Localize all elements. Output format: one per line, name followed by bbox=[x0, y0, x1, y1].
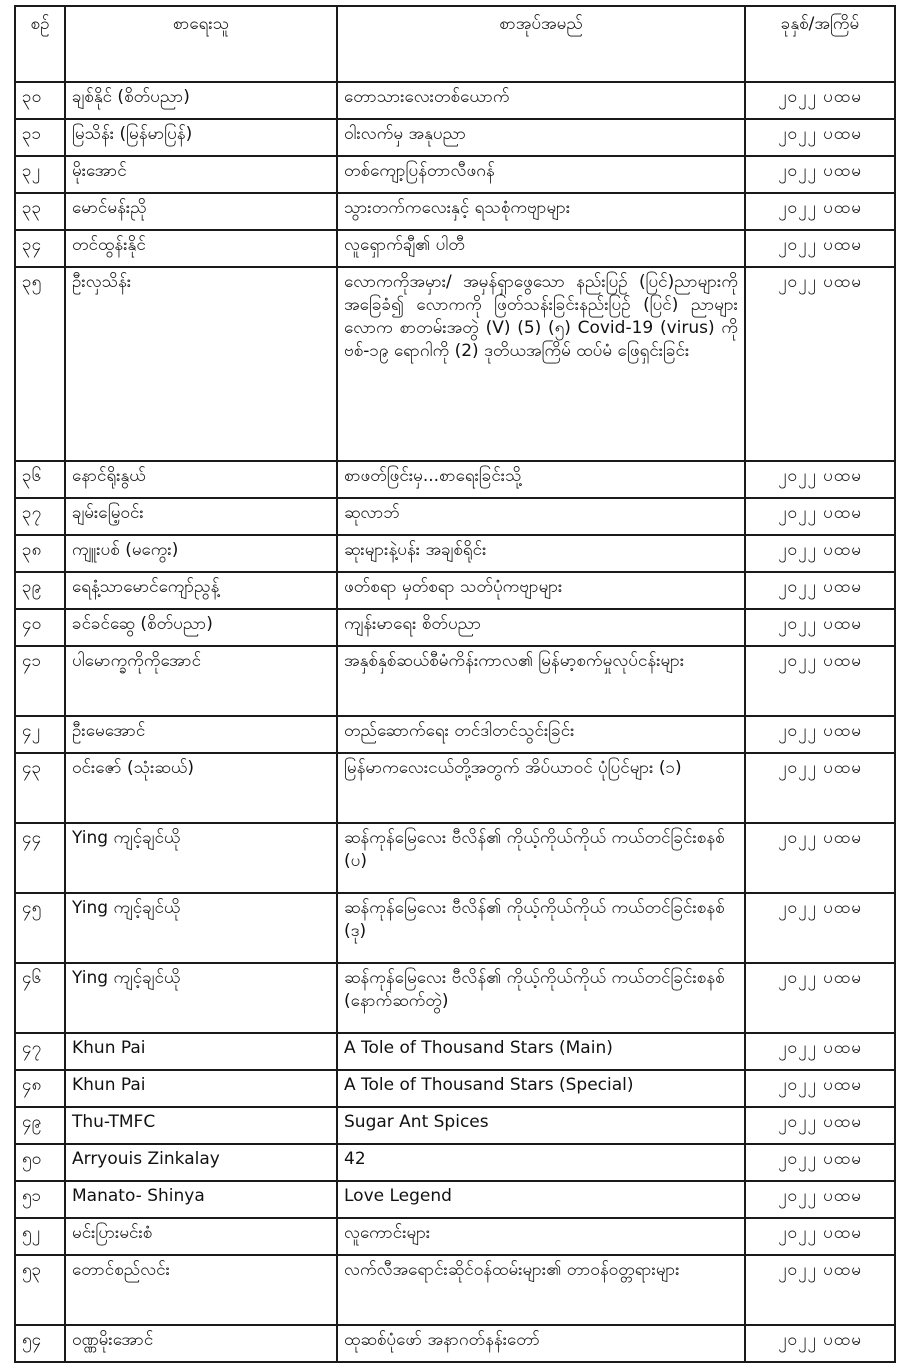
table-row bbox=[15, 1255, 895, 1325]
row-edition: ၂၀၂၂ ပထမ bbox=[745, 963, 895, 1033]
row-author: ချစ်နိုင် (စိတ်ပညာ) bbox=[65, 82, 337, 119]
row-author: Arryouis Zinkalay bbox=[65, 1144, 337, 1181]
row-number: ၄၈ bbox=[15, 1070, 65, 1107]
row-author: ခင်ခင်ဆွေ (စိတ်ပညာ) bbox=[65, 609, 337, 646]
row-edition: ၂၀၂၂ ပထမ bbox=[745, 461, 895, 498]
row-edition: ၂၀၂၂ ပထမ bbox=[745, 119, 895, 156]
table-header-row bbox=[15, 6, 895, 82]
row-title: စာဖတ်ဖြင်းမှ...စာရေးခြင်းသို့ bbox=[337, 461, 745, 498]
row-author: မြသိန်း (မြန်မာပြန်) bbox=[65, 119, 337, 156]
row-number: ၅၂ bbox=[15, 1218, 65, 1255]
row-number: ၄၉ bbox=[15, 1107, 65, 1144]
row-edition: ၂၀၂၂ ပထမ bbox=[745, 1325, 895, 1362]
row-edition: ၂၀၂၂ ပထမ bbox=[745, 1033, 895, 1070]
row-edition: ၂၀၂၂ ပထမ bbox=[745, 535, 895, 572]
table-row bbox=[15, 267, 895, 461]
row-author: Khun Pai bbox=[65, 1033, 337, 1070]
row-number: ၄၂ bbox=[15, 716, 65, 753]
row-number: ၃၀ bbox=[15, 82, 65, 119]
row-edition: ၂၀၂၂ ပထမ bbox=[745, 1255, 895, 1325]
table-row bbox=[15, 498, 895, 535]
table-row bbox=[15, 963, 895, 1033]
row-title: 42 bbox=[337, 1144, 745, 1181]
row-author: Manato- Shinya bbox=[65, 1181, 337, 1218]
row-author: Ying ကျင့်ချင်ယို bbox=[65, 893, 337, 963]
row-number: ၅၀ bbox=[15, 1144, 65, 1181]
row-title: တစ်ကျော့ပြန်တာလီဖဂန် bbox=[337, 156, 745, 193]
row-title: ကျန်းမာရေး စိတ်ပညာ bbox=[337, 609, 745, 646]
row-author: တောင်စည်လင်း bbox=[65, 1255, 337, 1325]
row-author: ချမ်းမြေ့ဝင်း bbox=[65, 498, 337, 535]
header-edition: ခုနှစ်/အကြိမ် bbox=[745, 6, 895, 82]
table-row bbox=[15, 572, 895, 609]
row-title: ဆုလာဘ် bbox=[337, 498, 745, 535]
table-row bbox=[15, 893, 895, 963]
table-row bbox=[15, 1107, 895, 1144]
row-title: ဝါးလက်မှ အနုပညာ bbox=[337, 119, 745, 156]
row-author: ဦးမေအောင် bbox=[65, 716, 337, 753]
row-author: မိုးအောင် bbox=[65, 156, 337, 193]
row-number: ၄၇ bbox=[15, 1033, 65, 1070]
row-title: ဆုးများနဲ့ပန်း အချစ်ရိုင်း bbox=[337, 535, 745, 572]
table-row bbox=[15, 1070, 895, 1107]
table-row bbox=[15, 119, 895, 156]
header-number: စဉ် bbox=[15, 6, 65, 82]
table-row bbox=[15, 535, 895, 572]
row-edition: ၂၀၂၂ ပထမ bbox=[745, 193, 895, 230]
row-author: ဦးလှသိန်း bbox=[65, 267, 337, 461]
row-edition: ၂၀၂၂ ပထမ bbox=[745, 1181, 895, 1218]
row-number: ၃၄ bbox=[15, 230, 65, 267]
row-number: ၃၂ bbox=[15, 156, 65, 193]
row-number: ၃၇ bbox=[15, 498, 65, 535]
row-number: ၄၀ bbox=[15, 609, 65, 646]
table-row bbox=[15, 1144, 895, 1181]
row-title: လူကောင်းများ bbox=[337, 1218, 745, 1255]
header-author: စာရေးသူ bbox=[65, 6, 337, 82]
row-edition: ၂၀၂၂ ပထမ bbox=[745, 1218, 895, 1255]
table-row bbox=[15, 1033, 895, 1070]
row-title: ထုဆစ်ပုံဖော် အနာဂတ်နန်းတော် bbox=[337, 1325, 745, 1362]
row-author: မောင်မန်းညို bbox=[65, 193, 337, 230]
row-number: ၅၄ bbox=[15, 1325, 65, 1362]
row-edition: ၂၀၂၂ ပထမ bbox=[745, 646, 895, 716]
row-author: Ying ကျင့်ချင်ယို bbox=[65, 823, 337, 893]
row-author: ကျူးပစ် (မကွေး) bbox=[65, 535, 337, 572]
row-edition: ၂၀၂၂ ပထမ bbox=[745, 267, 895, 461]
row-author: ရေနံ့သာမောင်ကျော်ညွန့် bbox=[65, 572, 337, 609]
row-number: ၄၅ bbox=[15, 893, 65, 963]
table-row bbox=[15, 823, 895, 893]
row-edition: ၂၀၂၂ ပထမ bbox=[745, 498, 895, 535]
row-edition: ၂၀၂၂ ပထမ bbox=[745, 609, 895, 646]
table-row bbox=[15, 1181, 895, 1218]
row-title: ဆန်ကုန်မြေလေး ဗီလိန်၏ ကိုယ့်ကိုယ်ကိုယ် ကယ်တင်ခြင်းစနစ် (နောက်ဆက်တွဲ) bbox=[337, 963, 745, 1033]
row-author: နောင်ရိုးနွယ် bbox=[65, 461, 337, 498]
table-row bbox=[15, 753, 895, 823]
row-title: Sugar Ant Spices bbox=[337, 1107, 745, 1144]
table-row bbox=[15, 461, 895, 498]
row-author: တင်ထွန်းနိုင် bbox=[65, 230, 337, 267]
row-title: လူရှောက်ချီ၏ ပါတီ bbox=[337, 230, 745, 267]
table-row bbox=[15, 609, 895, 646]
row-author: ဝင်းဇော် (သုံးဆယ်) bbox=[65, 753, 337, 823]
table-row bbox=[15, 1218, 895, 1255]
table-row bbox=[15, 1325, 895, 1362]
row-title: တောသားလေးတစ်ယောက် bbox=[337, 82, 745, 119]
row-edition: ၂၀၂၂ ပထမ bbox=[745, 1107, 895, 1144]
row-author: Khun Pai bbox=[65, 1070, 337, 1107]
row-number: ၃၃ bbox=[15, 193, 65, 230]
row-edition: ၂၀၂၂ ပထမ bbox=[745, 716, 895, 753]
row-author: မင်းပြားမင်းစံ bbox=[65, 1218, 337, 1255]
table-row bbox=[15, 230, 895, 267]
row-title: A Tole of Thousand Stars (Special) bbox=[337, 1070, 745, 1107]
row-number: ၃၆ bbox=[15, 461, 65, 498]
table-row bbox=[15, 156, 895, 193]
row-title: မြန်မာကလေးငယ်တို့အတွက် အိပ်ယာဝင် ပုံပြင်များ (၁) bbox=[337, 753, 745, 823]
row-edition: ၂၀၂၂ ပထမ bbox=[745, 572, 895, 609]
row-number: ၄၄ bbox=[15, 823, 65, 893]
row-number: ၃၁ bbox=[15, 119, 65, 156]
table-row bbox=[15, 646, 895, 716]
row-author: Ying ကျင့်ချင်ယို bbox=[65, 963, 337, 1033]
row-number: ၅၃ bbox=[15, 1255, 65, 1325]
row-author: Thu-TMFC bbox=[65, 1107, 337, 1144]
row-number: ၅၁ bbox=[15, 1181, 65, 1218]
row-edition: ၂၀၂၂ ပထမ bbox=[745, 230, 895, 267]
table-row bbox=[15, 716, 895, 753]
book-list-table bbox=[14, 5, 896, 1363]
row-edition: ၂၀၂၂ ပထမ bbox=[745, 156, 895, 193]
row-number: ၃၉ bbox=[15, 572, 65, 609]
row-title: လက်လီအရောင်းဆိုင်ဝန်ထမ်းများ၏ တာဝန်ဝတ္တရားများ bbox=[337, 1255, 745, 1325]
row-title: Love Legend bbox=[337, 1181, 745, 1218]
row-title: သွားတက်ကလေးနှင့် ရသစုံကဗျာများ bbox=[337, 193, 745, 230]
row-edition: ၂၀၂၂ ပထမ bbox=[745, 82, 895, 119]
row-number: ၄၃ bbox=[15, 753, 65, 823]
table-row bbox=[15, 82, 895, 119]
row-title: ဖတ်စရာ မှတ်စရာ သတ်ပုံကဗျာများ bbox=[337, 572, 745, 609]
row-title: လောကကိုအမှား/ အမှန်ရှာဖွေသော နည်းပြဉ် (ပြင်)ညာများကို အခြေခံ၍ လောကကို ဖြတ်သန်းခြင်းနည်းပြဉ် (ပြင်) ညာများ လောက စာတမ်းအတွဲ (V) (5) (၅) Covid-19 (virus) ကိုဗစ်-၁၉ ရောဂါကို (2) ဒုတိယအကြိမ် ထပ်မံ ဖြေရှင်းခြင်း bbox=[337, 267, 745, 461]
row-title: A Tole of Thousand Stars (Main) bbox=[337, 1033, 745, 1070]
row-title: တည်ဆောက်ရေး တင်ဒါတင်သွင်းခြင်း bbox=[337, 716, 745, 753]
row-number: ၃၅ bbox=[15, 267, 65, 461]
row-number: ၄၁ bbox=[15, 646, 65, 716]
row-title: ဆန်ကုန်မြေလေး ဗီလိန်၏ ကိုယ့်ကိုယ်ကိုယ် ကယ်တင်ခြင်းစနစ် (ပ) bbox=[337, 823, 745, 893]
row-edition: ၂၀၂၂ ပထမ bbox=[745, 753, 895, 823]
row-edition: ၂၀၂၂ ပထမ bbox=[745, 1070, 895, 1107]
row-title: ဆန်ကုန်မြေလေး ဗီလိန်၏ ကိုယ့်ကိုယ်ကိုယ် ကယ်တင်ခြင်းစနစ် (ဒု) bbox=[337, 893, 745, 963]
row-title: အနှစ်နှစ်ဆယ်စီမံကိန်းကာလ၏ မြန်မာ့စက်မှုလုပ်ငန်းများ bbox=[337, 646, 745, 716]
row-edition: ၂၀၂၂ ပထမ bbox=[745, 893, 895, 963]
row-number: ၄၆ bbox=[15, 963, 65, 1033]
row-number: ၃၈ bbox=[15, 535, 65, 572]
table-row bbox=[15, 193, 895, 230]
row-edition: ၂၀၂၂ ပထမ bbox=[745, 823, 895, 893]
row-edition: ၂၀၂၂ ပထမ bbox=[745, 1144, 895, 1181]
header-title: စာအုပ်အမည် bbox=[337, 6, 745, 82]
row-author: ဝဏ္ဏမိုးအောင် bbox=[65, 1325, 337, 1362]
row-author: ပါမောက္ခကိုကိုအောင် bbox=[65, 646, 337, 716]
